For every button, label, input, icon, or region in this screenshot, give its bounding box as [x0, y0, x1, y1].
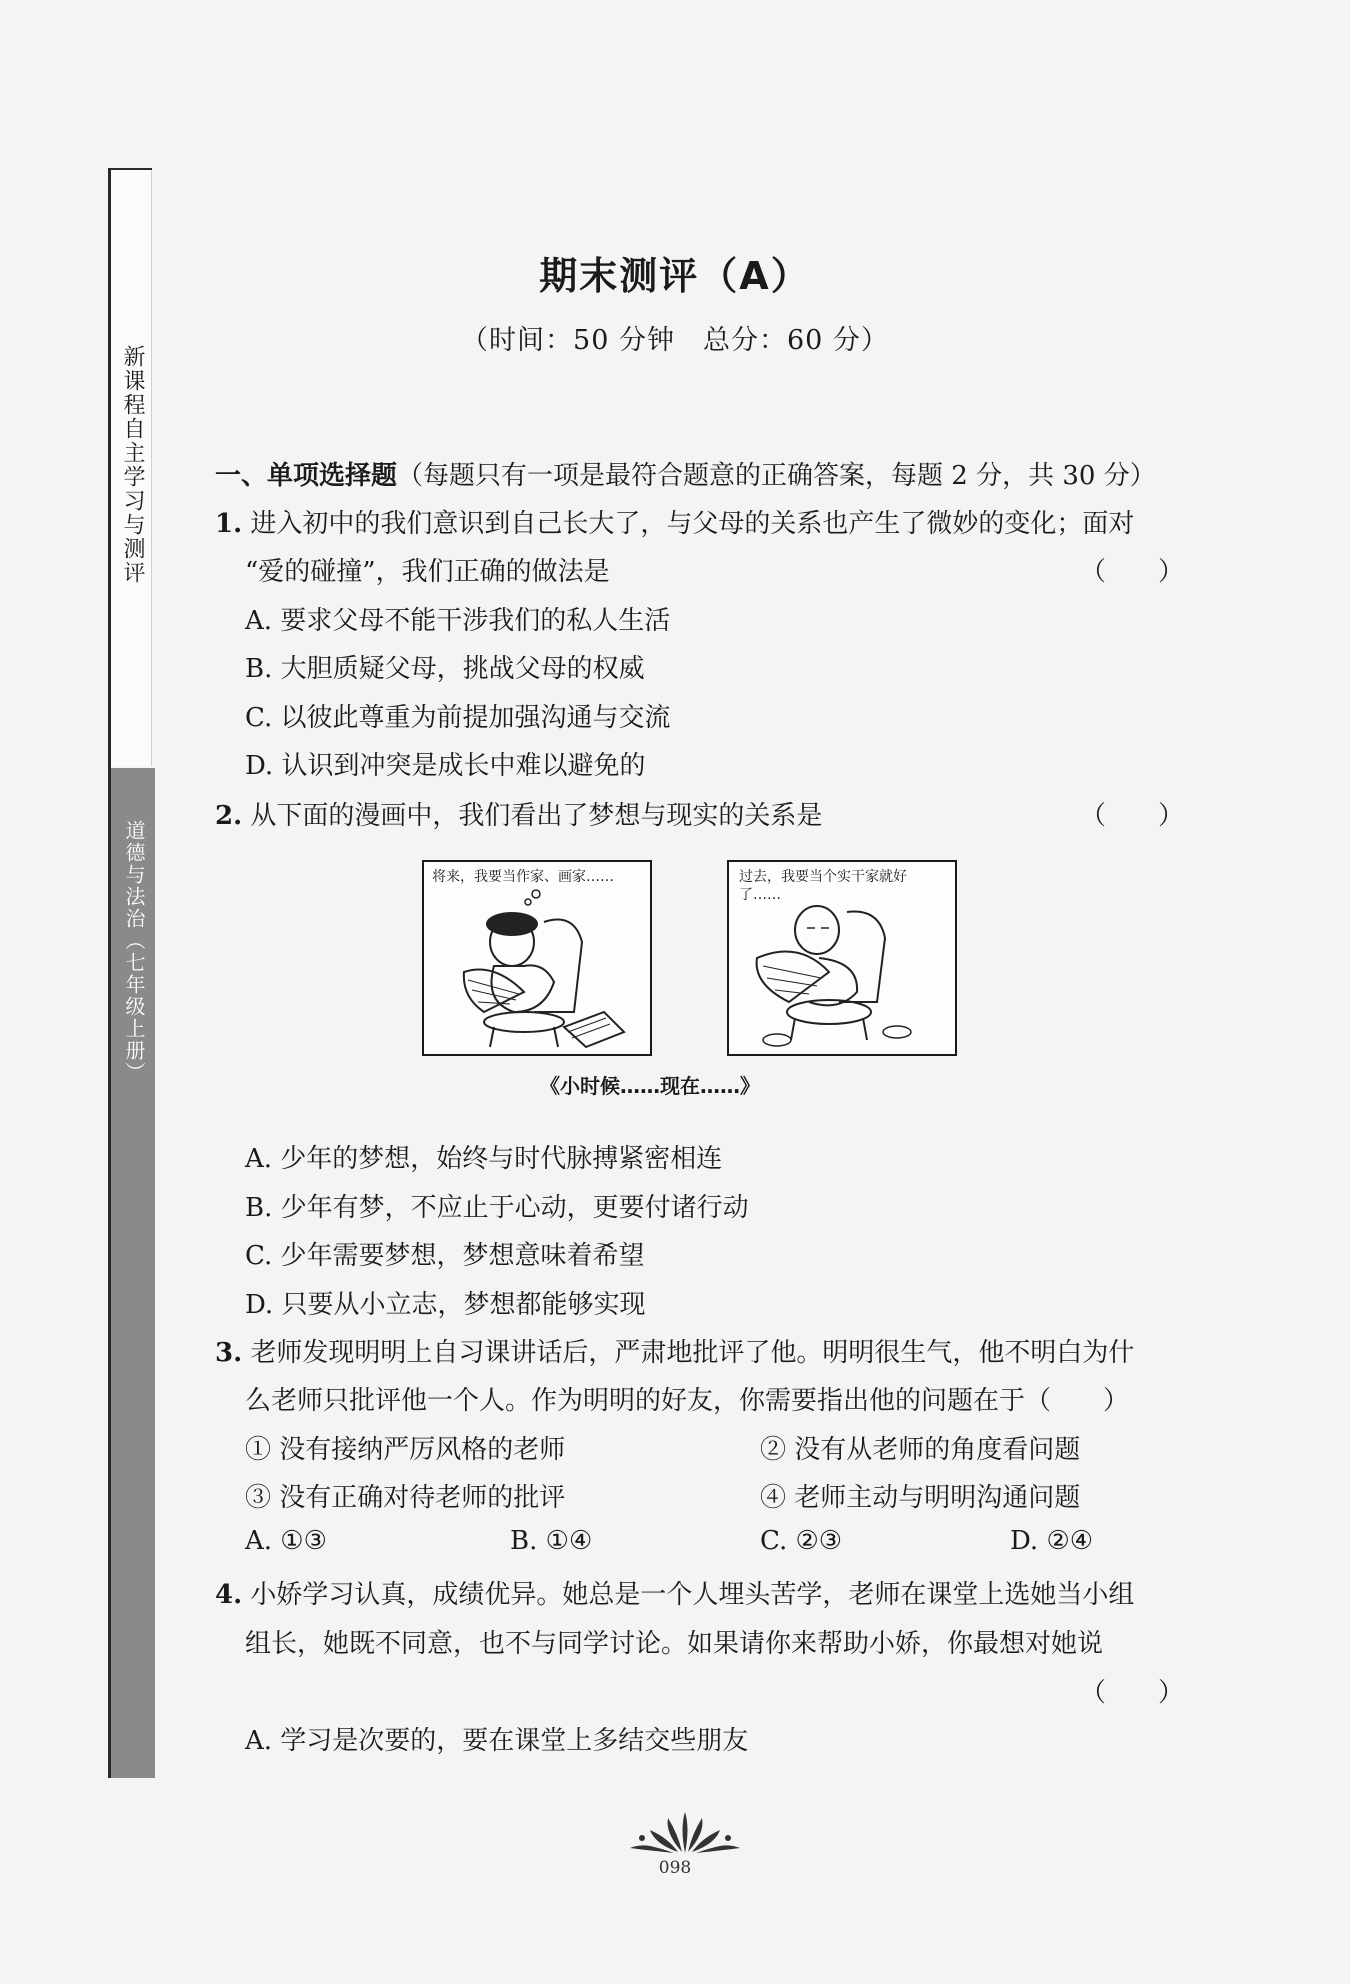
q1-stem-line1: [215, 503, 1134, 540]
q3-option-b: B. ①④: [510, 1526, 593, 1556]
subject-name: 道德与法治（七年级上册）: [122, 820, 146, 1084]
q1-option-b: B. 大胆质疑父母，挑战父母的权威: [245, 654, 645, 684]
q3-item-2: ② 没有从老师的角度看问题: [760, 1435, 1081, 1465]
q2-option-c: C. 少年需要梦想，梦想意味着希望: [245, 1241, 645, 1271]
q3-item-3: ③ 没有正确对待老师的批评: [245, 1483, 566, 1513]
comic-caption: 《小时候……现在……》: [540, 1074, 760, 1098]
exam-info: （时间：50 分钟 总分：60 分）: [461, 325, 889, 356]
q1-option-a: A. 要求父母不能干涉我们的私人生活: [245, 606, 671, 636]
q1-stem-text1: 进入初中的我们意识到自己长大了，与父母的关系也产生了微妙的变化；面对: [250, 509, 1135, 539]
q3-option-a: A. ①③: [245, 1526, 327, 1556]
q3-option-c: C. ②③: [760, 1526, 843, 1556]
q2-number: 2.: [215, 801, 243, 831]
comic-panel-now: [727, 860, 957, 1056]
comic-panel-childhood: [422, 860, 652, 1056]
q3-item-1: ① 没有接纳严厉风格的老师: [245, 1435, 566, 1465]
section-title: 一、单项选择题: [215, 461, 398, 491]
section-note: （每题只有一项是最符合题意的正确答案，每题 2 分，共 30 分）: [397, 461, 1156, 491]
boy-reading-illustration: [424, 862, 650, 1054]
q2-answer-blank: （ ）: [1080, 801, 1185, 831]
q1-number: 1.: [215, 509, 243, 539]
q2-stem-text: 从下面的漫画中，我们看出了梦想与现实的关系是: [250, 801, 823, 831]
q3-stem-line1: [215, 1332, 1134, 1369]
q2-option-b: B. 少年有梦，不应止于心动，更要付诸行动: [245, 1193, 749, 1223]
panel2-speech-line2: 了……: [739, 887, 781, 903]
q3-stem-text1: 老师发现明明上自习课讲话后，严肃地批评了他。明明很生气，他不明白为什: [250, 1338, 1135, 1368]
panel2-speech-line1: 过去，我要当个实干家就好: [739, 869, 907, 885]
q3-stem-line2: 么老师只批评他一个人。作为明明的好友，你需要指出他的问题在于（ ）: [245, 1386, 1130, 1416]
q4-answer-blank: （ ）: [1080, 1678, 1185, 1708]
q4-option-a: A. 学习是次要的，要在课堂上多结交些朋友: [245, 1726, 749, 1756]
q2-option-d: D. 只要从小立志，梦想都能够实现: [245, 1290, 646, 1320]
q2-option-a: A. 少年的梦想，始终与时代脉搏紧密相连: [245, 1144, 723, 1174]
q4-stem-line1: [215, 1574, 1134, 1611]
q4-stem-text1: 小娇学习认真，成绩优异。她总是一个人埋头苦学，老师在课堂上选她当小组: [250, 1580, 1135, 1610]
q3-option-d: D. ②④: [1010, 1526, 1094, 1556]
page-number: 098: [658, 1858, 692, 1878]
section-heading: [215, 455, 1156, 492]
panel1-speech: 将来，我要当作家、画家……: [432, 869, 614, 885]
q4-number: 4.: [215, 1580, 243, 1610]
series-name: 新课程自主学习与测评: [120, 345, 145, 585]
q1-option-d: D. 认识到冲突是成长中难以避免的: [245, 751, 646, 781]
page-title: 期末测评（A）: [539, 254, 811, 298]
q1-answer-blank: （ ）: [1080, 557, 1185, 587]
footer-ornament: [620, 1808, 750, 1858]
side-tab-lower-border: [108, 768, 111, 1778]
q3-item-4: ④ 老师主动与明明沟通问题: [760, 1483, 1081, 1513]
q1-option-c: C. 以彼此尊重为前提加强沟通与交流: [245, 703, 671, 733]
q1-stem-line2: “爱的碰撞”，我们正确的做法是: [245, 557, 610, 587]
old-man-resting-illustration: [729, 862, 955, 1054]
q2-stem: [215, 795, 822, 832]
q3-number: 3.: [215, 1338, 243, 1368]
q4-stem-line2: 组长，她既不同意，也不与同学讨论。如果请你来帮助小娇，你最想对她说: [245, 1629, 1104, 1659]
